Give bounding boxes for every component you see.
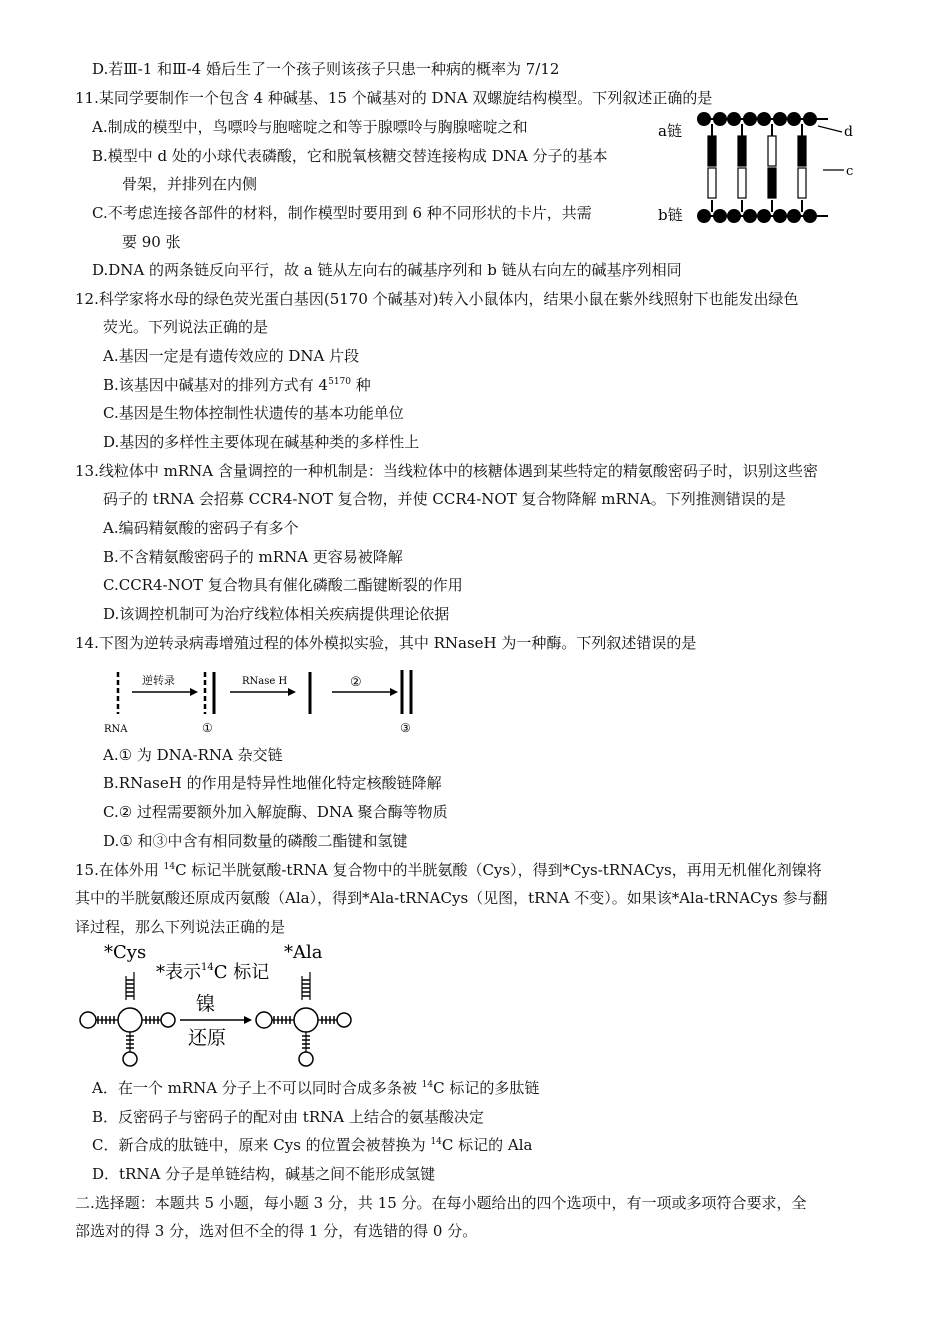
phosphate-ball	[697, 112, 711, 126]
superscript: 14	[163, 862, 176, 872]
q15-stem-cont2: 译过程，那么下列说法正确的是	[75, 918, 286, 936]
phosphate-ball	[787, 209, 801, 223]
section-2-heading-cont: 部选对的得 3 分，选对但不全的得 1 分，有选错的得 0 分。	[75, 1222, 478, 1240]
phosphate-ball	[787, 112, 801, 126]
c-label: c	[846, 164, 854, 179]
base-card	[708, 168, 716, 198]
arrow-label-2: ②	[350, 675, 362, 690]
base-card	[708, 136, 716, 166]
trna-body	[294, 1008, 318, 1032]
d-loop	[256, 1012, 272, 1028]
q12-option-a: A.基因一定是有遗传效应的 DNA 片段	[103, 347, 360, 365]
q12-option-d: D.基因的多样性主要体现在碱基种类的多样性上	[103, 433, 420, 451]
label-1: ①	[202, 721, 213, 735]
d-label: d	[844, 124, 853, 140]
d-loop	[80, 1012, 96, 1028]
phosphate-ball	[727, 209, 741, 223]
c14-note: *表示$^{14}$C 标记	[156, 962, 270, 983]
anticodon-loop	[123, 1052, 137, 1066]
arrow-label-reverse-transcription: 逆转录	[142, 674, 175, 687]
q13-stem: 13.线粒体中 mRNA 含量调控的一种机制是：当线粒体中的核糖体遇到某些特定的精氨酸密码子时，识别这些密	[75, 462, 818, 480]
q13-option-d: D.该调控机制可为治疗线粒体相关疾病提供理论依据	[103, 605, 450, 623]
phosphate-ball	[713, 209, 727, 223]
section-2-heading: 二.选择题：本题共 5 小题，每小题 3 分，共 15 分。在每小题给出的四个选项中，有一项或多项符合要求，全	[75, 1194, 807, 1212]
base-card	[738, 168, 746, 198]
q13-stem-cont: 码子的 tRNA 会招募 CCR4-NOT 复合物，并使 CCR4-NOT 复合物降解 mRNA。下列推测错误的是	[103, 490, 786, 508]
q10-option-d: D.若Ⅲ-1 和Ⅲ-4 婚后生了一个孩子则该孩子只患一种病的概率为 7/12	[92, 60, 560, 78]
label-3: ③	[400, 721, 411, 735]
q14-option-c: C.② 过程需要额外加入解旋酶、DNA 聚合酶等物质	[103, 803, 448, 821]
superscript: 14	[430, 1137, 442, 1147]
dna-model-figure	[658, 104, 868, 242]
nickel-label: 镍	[196, 993, 216, 1015]
q13-option-c: C.CCR4-NOT 复合物具有催化磷酸二酯键断裂的作用	[103, 576, 463, 594]
q14-option-b: B.RNaseH 的作用是特异性地催化特定核酸链降解	[103, 774, 442, 792]
q11-option-a: A.制成的模型中，鸟嘌呤与胞嘧啶之和等于腺嘌呤与胸腺嘧啶之和	[92, 118, 528, 136]
q14-stem: 14.下图为逆转录病毒增殖过程的体外模拟实验，其中 RNaseH 为一种酶。下列叙述错误的是	[75, 634, 697, 652]
phosphate-ball	[757, 112, 771, 126]
base-card	[798, 168, 806, 198]
anticodon-loop	[299, 1052, 313, 1066]
phosphate-ball	[727, 112, 741, 126]
base-card	[768, 168, 776, 198]
phosphate-ball	[773, 209, 787, 223]
q12-option-c: C.基因是生物体控制性状遗传的基本功能单位	[103, 404, 404, 422]
reverse-transcription-figure	[100, 662, 430, 738]
trna-body	[118, 1008, 142, 1032]
phosphate-ball	[743, 112, 757, 126]
trna-cys-icon	[80, 972, 175, 1066]
q15-stem-cont: 其中的半胱氨酸还原成丙氨酸（Ala），得到*Ala-tRNACys（见图，tRNA 不变）。如果该*Ala-tRNACys 参与翻	[75, 889, 828, 907]
q12-stem-cont: 荧光。下列说法正确的是	[103, 318, 269, 336]
phosphate-ball	[773, 112, 787, 126]
phosphate-ball	[757, 209, 771, 223]
q11-option-c-cont: 要 90 张	[122, 233, 181, 251]
cys-label: *Cys	[104, 942, 147, 963]
phosphate-ball	[803, 112, 817, 126]
q14-option-a: A.① 为 DNA-RNA 杂交链	[103, 746, 283, 764]
trna-ala-icon	[256, 972, 351, 1066]
q15-option-d: D．tRNA 分子是单链结构，碱基之间不能形成氢键	[92, 1165, 436, 1183]
superscript: 14	[421, 1080, 434, 1090]
trna-conversion-figure	[72, 940, 362, 1070]
ala-label: *Ala	[284, 942, 323, 963]
q12-stem: 12.科学家将水母的绿色荧光蛋白基因(5170 个碱基对)转入小鼠体内，结果小鼠在紫外线照射下也能发出绿色	[75, 290, 799, 308]
q11-option-d: D.DNA 的两条链反向平行，故 a 链从左向右的碱基序列和 b 链从右向左的碱基序列相同	[92, 261, 682, 279]
t-loop	[337, 1013, 351, 1027]
b-chain-label: b链	[658, 206, 683, 224]
base-card	[738, 136, 746, 166]
t-loop	[161, 1013, 175, 1027]
phosphate-ball	[697, 209, 711, 223]
q15-option-c: C．新合成的肽链中，原来 Cys 的位置会被替换为 $^{14}$C 标记的 Ala	[92, 1136, 533, 1154]
reduce-label: 还原	[188, 1027, 227, 1049]
q11-stem: 11.某同学要制作一个包含 4 种碱基、15 个碱基对的 DNA 双螺旋结构模型。下列叙述正确的是	[75, 89, 713, 107]
q11-option-b-cont: 骨架，并排列在内侧	[122, 175, 258, 193]
q13-option-b: B.不含精氨酸密码子的 mRNA 更容易被降解	[103, 548, 403, 566]
q12-option-b: B.该基因中碱基对的排列方式有 $4^{5170}$ 种	[103, 376, 371, 394]
superscript: 5170	[328, 377, 352, 387]
q11-option-c: C.不考虑连接各部件的材料，制作模型时要用到 6 种不同形状的卡片，共需	[92, 204, 592, 222]
phosphate-ball	[743, 209, 757, 223]
phosphate-ball	[803, 209, 817, 223]
q15-stem: 15.在体外用 $^{14}$C 标记半胱氨酸-tRNA 复合物中的半胱氨酸（Cys），得到*Cys-tRNACys，再用无机催化剂镍将	[75, 861, 822, 879]
q15-option-a: A．在一个 mRNA 分子上不可以同时合成多条被 $^{14}$C 标记的多肽链	[92, 1079, 540, 1097]
base-card	[768, 136, 776, 166]
a-chain-label: a链	[658, 122, 682, 140]
q11-option-b: B.模型中 d 处的小球代表磷酸，它和脱氧核糖交替连接构成 DNA 分子的基本	[92, 147, 608, 165]
phosphate-ball	[713, 112, 727, 126]
q14-option-d: D.① 和③中含有相同数量的磷酸二酯键和氢键	[103, 832, 408, 850]
base-card	[798, 136, 806, 166]
rna-label: RNA	[104, 724, 128, 735]
q13-option-a: A.编码精氨酸的密码子有多个	[103, 519, 299, 537]
arrow-label-rnase-h: RNase H	[242, 676, 288, 687]
q15-option-b: B．反密码子与密码子的配对由 tRNA 上结合的氨基酸决定	[92, 1108, 484, 1126]
